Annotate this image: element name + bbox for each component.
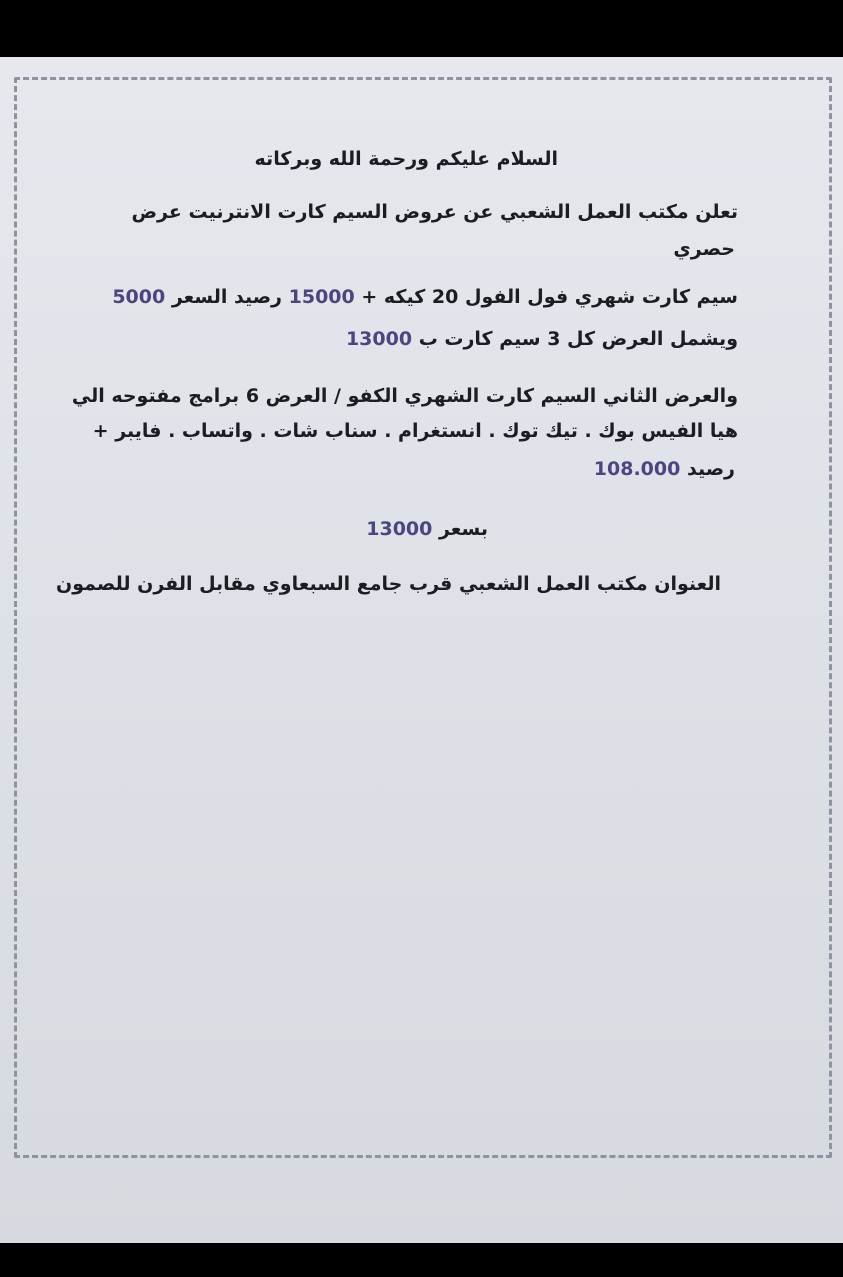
price-line: بسعر 13000 [366,518,488,540]
offer1-price: 5000 [112,286,166,308]
intro-line-2: حصري [673,238,735,260]
address-line: العنوان مكتب العمل الشعبي قرب جامع السبعاوي مقابل الفرن للصمون [56,573,721,595]
greeting-line: السلام عليكم ورحمة الله وبركاته [254,148,558,170]
offer1-line-2: ويشمل العرض كل 3 سيم كارت ب 13000 [345,328,738,350]
document-content [0,57,843,1243]
offer2-line-2: هيا الفيس بوك . تيك توك . انستغرام . سناب شات . واتساب . فايبر + [92,420,738,442]
intro-line-1: تعلن مكتب العمل الشعبي عن عروض السيم كارت الانترنيت عرض [131,201,738,223]
offer1-bundle-price: 13000 [345,328,413,350]
offer2-line-1: والعرض الثاني السيم كارت الشهري الكفو / العرض 6 برامج مفتوحه الي [71,385,738,407]
offer2-price: 13000 [366,518,433,540]
bottom-black-bar [0,1243,843,1277]
offer2-line-3: رصيد 108.000 [593,458,735,480]
document-photo [0,57,843,1243]
offer2-balance: 108.000 [593,458,681,480]
offer1-line-1: سيم كارت شهري فول الفول 20 كيكه + 15000 رصيد السعر 5000 [112,286,738,308]
offer1-data-amount: 15000 [288,286,355,308]
